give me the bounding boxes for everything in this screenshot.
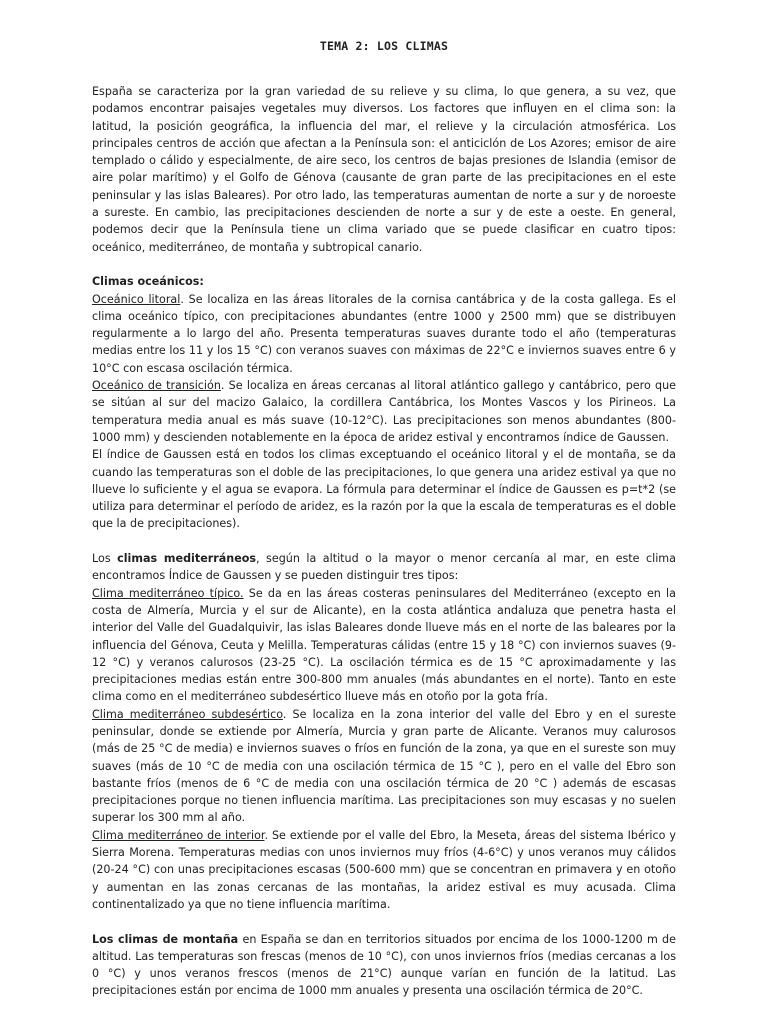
mediterranean-subdesertico-term: Clima mediterráneo subdesértico <box>92 707 283 721</box>
mediterranean-subdesertico-text: . Se localiza en la zona interior del valle del Ebro y en el sureste peninsular, donde se extiende por Almería, Murcia y gran parte de Alicante. Veranos muy calurosos (más de 25 °C de media) e inviernos suaves o fríos en función de la zona, ya que en el sureste son muy suaves (más de 10 °C de media con una oscilación térmica de 15 °C ), pero en el valle del Ebro son bastante fríos (menos de 6 °C de media con una oscilación térmica de 20 °C ) además de escasas precipitaciones porque no tienen influencia marítima. Las precipitaciones son muy escasas y no suelen superar los 300 mm al año. <box>92 707 676 825</box>
mediterranean-intro-paragraph <box>92 550 676 585</box>
oceanic-transicion-term: Oceánico de transición <box>92 379 221 393</box>
mountain-bold: Los climas de montaña <box>92 932 239 946</box>
oceanic-heading: Climas oceánicos: <box>92 275 204 289</box>
gaussen-paragraph: El índice de Gaussen está en todos los climas exceptuando el oceánico litoral y el de montaña, se da cuando las temperaturas son el doble de las precipitaciones, lo que genera una aridez estival ya que no llueve lo suficiente y el agua se evapora. La fórmula para determinar el índice de Gaussen es p=t*2 (se utiliza para determinar el período de aridez, es la razón por la que la escala de temperaturas es el doble que la de precipitaciones). <box>92 448 676 531</box>
oceanic-transicion-paragraph <box>92 377 676 446</box>
mountain-text: en España se dan en territorios situados por encima de los 1000-1200 m de altitud. Las temperaturas son frescas (menos de 10 °C), con unos inviernos fríos (medias cercanas a los 0 °C) y unos veranos frescos (menos de 21°C) aunque varían en función de la latitud. Las precipitaciones están por encima de 1000 mm anuales y presenta una oscilación térmica de 20°C. <box>92 932 676 998</box>
page-title: TEMA 2: LOS CLIMAS <box>319 39 449 53</box>
oceanic-transicion-text: . Se localiza en áreas cercanas al litoral atlántico gallego y cantábrico, pero que se sitúan al sur del macizo Galaico, la cordillera Cantábrica, los Montes Vascos y los Pirineos. La temperatura media anual es más suave (10-12°C). Las precipitaciones son menos abundantes (800-1000 mm) y descienden notablemente en la época de aridez estival y encontramos índice de Gaussen. <box>92 379 676 444</box>
mediterranean-tipico-text: Se da en las áreas costeras peninsulares del Mediterráneo (excepto en la costa de Almería, Murcia y el sur de Alicante), en la costa atlántica andaluza que penetra hasta el interior del Valle del Guadalquivir, las islas Baleares donde llueve más en el norte de las baleares por la influencia del Génova, Ceuta y Melilla. Temperaturas cálidas (entre 15 y 18 °C) con inviernos suaves (9-12 °C) y veranos calurosos (23-25 °C). La oscilación térmica es de 15 °C aproximadamente y las precipitaciones medias están entre 300-800 mm anuales (más abundantes en el norte). Tanto en este clima como en el mediterráneo subdesértico llueve más en otoño por la gota fría. <box>92 586 676 704</box>
paragraph-gap <box>92 913 676 930</box>
mediterranean-interior-paragraph <box>92 827 676 913</box>
mediterranean-interior-term: Clima mediterráneo de interior <box>92 828 265 842</box>
mediterranean-intro-pre: Los <box>92 552 118 566</box>
mediterranean-interior-text: . Se extiende por el valle del Ebro, la Meseta, áreas del sistema Ibérico y Sierra Morena. Temperaturas medias con unos inviernos muy fríos (4-6°C) y unos veranos muy cálidos (20-24 °C) con unas precipitaciones escasas (500-600 mm) que se concentran en primavera y en otoño y aumentan en las zonas cercanas de las montañas, la aridez estival es muy acusada. Clima continentalizado ya que no tiene influencia marítima. <box>92 828 676 911</box>
oceanic-litoral-paragraph <box>92 291 676 377</box>
document-page <box>92 36 676 1000</box>
intro-paragraph: España se caracteriza por la gran variedad de su relieve y su clima, lo que genera, a su vez, que podamos encontrar paisajes vegetales muy diversos. Los factores que influyen en el clima son: la latitud, la posición geográfica, la influencia del mar, el relieve y la circulación atmosférica. Los principales centros de acción que afectan a la Península son: el anticiclón de Los Azores; emisor de aire templado o cálido y especialmente, de aire seco, los centros de bajas presiones de Islandia (emisor de aire polar marítimo) y el Golfo de Génova (causante de gran parte de las precipitaciones en el este peninsular y las islas Baleares). Por otro lado, las temperaturas aumentan de norte a sur y de noroeste a sureste. En cambio, las precipitaciones descienden de norte a sur y de este a oeste. En general, podemos decir que la Península tiene un clima variado que se puede clasificar en cuatro tipos: oceánico, mediterráneo, de montaña y subtropical canario. <box>92 85 676 254</box>
oceanic-litoral-text: . Se localiza en las áreas litorales de la cornisa cantábrica y de la costa gallega. Es el clima oceánico típico, con precipitaciones abundantes (entre 1000 y 2500 mm) que se distribuyen regularmente a lo largo del año. Presenta temperaturas suaves durante todo el año (temperaturas medias entre los 11 y los 15 °C) con veranos suaves con máximas de 22°C e inviernos suaves entre 6 y 10°C con escasa oscilación térmica. <box>92 292 676 375</box>
mediterranean-intro-bold: climas mediterráneos <box>117 552 257 566</box>
paragraph-gap <box>92 533 676 550</box>
paragraph-gap <box>92 256 676 273</box>
mountain-paragraph <box>92 931 676 1000</box>
mediterranean-tipico-paragraph <box>92 585 676 706</box>
oceanic-litoral-term: Oceánico litoral <box>92 292 181 306</box>
mediterranean-intro-post: , según la altitud o la mayor o menor cercanía al mar, en este clima encontramos Índice de Gaussen y se pueden distinguir tres tipos: <box>92 552 676 583</box>
mediterranean-subdesertico-paragraph <box>92 706 676 827</box>
mediterranean-tipico-term: Clima mediterráneo típico. <box>92 586 244 600</box>
